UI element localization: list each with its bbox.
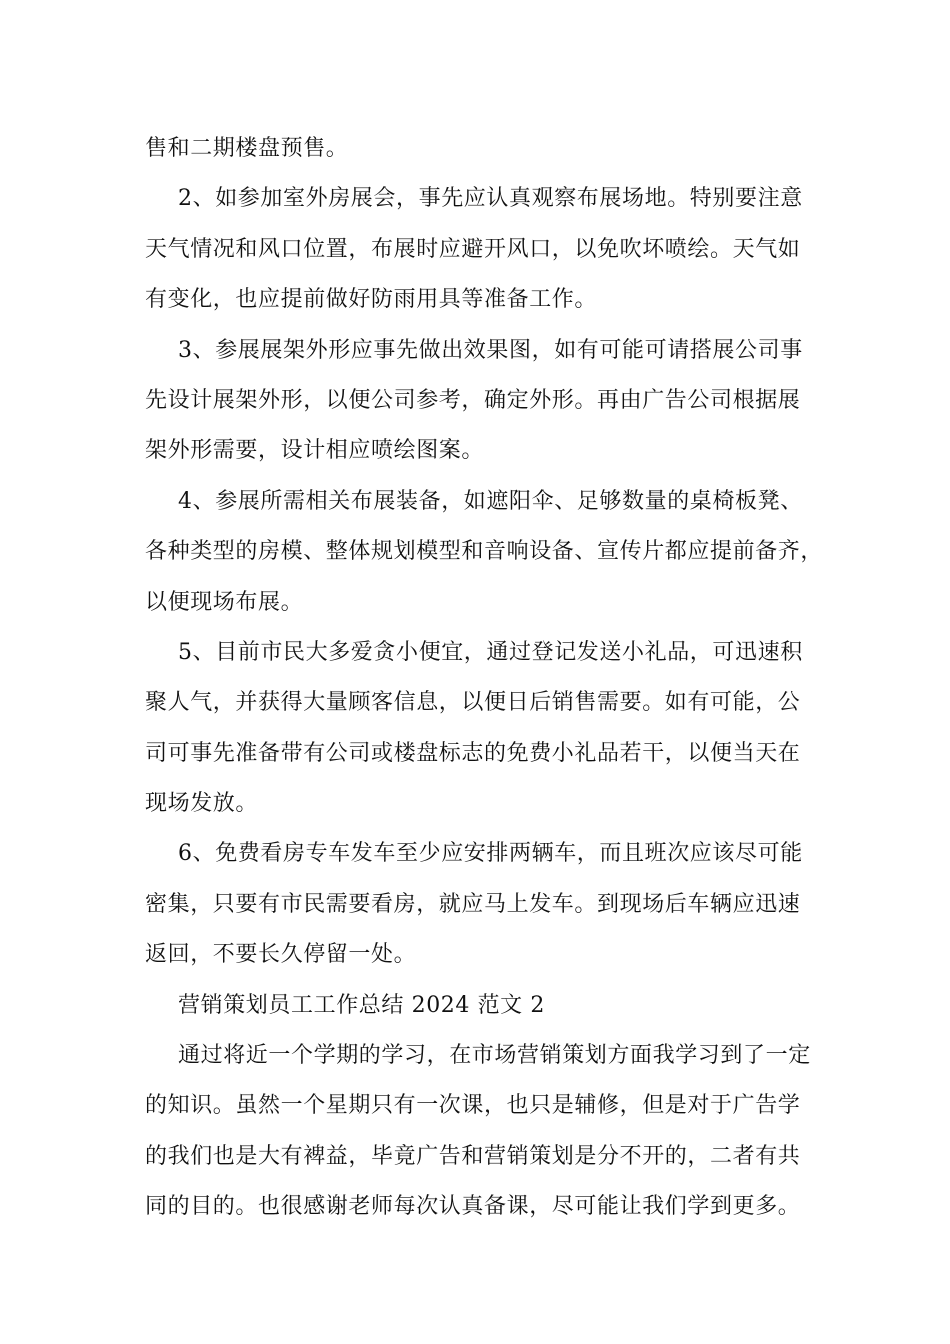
text-line: 聚人气，并获得大量顾客信息，以便日后销售需要。如有可能，公 — [145, 690, 801, 716]
text-line: 的知识。虽然一个星期只有一次课，也只是辅修，但是对于广告学 — [145, 1093, 801, 1119]
text-line: 天气情况和风口位置，布展时应避开风口，以免吹坏喷绘。天气如 — [145, 236, 801, 262]
paragraph-start-intro: 通过将近一个学期的学习，在市场营销策划方面我学习到了一定 — [178, 1043, 811, 1069]
text-line: 司可事先准备带有公司或楼盘标志的免费小礼品若干，以便当天在 — [145, 740, 801, 766]
text-line: 架外形需要，设计相应喷绘图案。 — [145, 438, 485, 464]
text-line: 的我们也是大有裨益，毕竟广告和营销策划是分不开的，二者有共 — [145, 1143, 801, 1169]
document-body — [145, 124, 824, 1233]
section-heading: 营销策划员工工作总结 2024 范文 2 — [178, 992, 545, 1018]
paragraph-start-5: 5、目前市民大多爱贪小便宜，通过登记发送小礼品，可迅速积 — [178, 639, 803, 665]
text-line: 售和二期楼盘预售。 — [145, 136, 349, 161]
text-line: 返回，不要长久停留一处。 — [145, 942, 417, 968]
paragraph-start-6: 6、免费看房专车发车至少应安排两辆车，而且班次应该尽可能 — [178, 841, 803, 867]
text-line: 密集，只要有市民需要看房，就应马上发车。到现场后车辆应迅速 — [145, 891, 801, 917]
text-line: 有变化，也应提前做好防雨用具等准备工作。 — [145, 287, 598, 313]
paragraph-start-2: 2、如参加室外房展会，事先应认真观察布展场地。特别要注意 — [178, 186, 803, 212]
paragraph-start-3: 3、参展展架外形应事先做出效果图，如有可能可请搭展公司事 — [178, 337, 803, 363]
text-line: 同的目的。也很感谢老师每次认真备课，尽可能让我们学到更多。 — [145, 1194, 801, 1220]
paragraph-start-4: 4、参展所需相关布展装备，如遮阳伞、足够数量的桌椅板凳、 — [178, 488, 803, 514]
text-line: 现场发放。 — [145, 791, 259, 817]
text-line: 各种类型的房模、整体规划模型和音响设备、宣传片都应提前备齐， — [145, 539, 824, 565]
text-line: 先设计展架外形，以便公司参考，确定外形。再由广告公司根据展 — [145, 387, 801, 413]
text-line: 以便现场布展。 — [145, 589, 304, 615]
